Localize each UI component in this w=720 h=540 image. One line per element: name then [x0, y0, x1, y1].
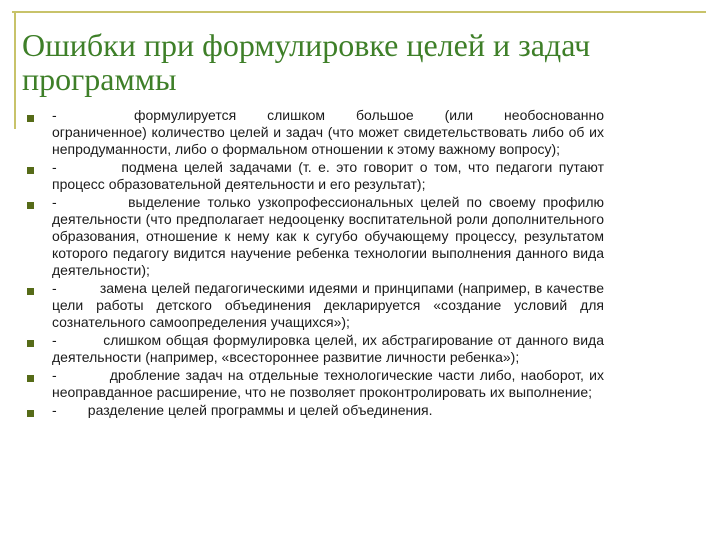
list-item-text: - выделение только узкопрофессиональных целей по своему профилю деятельности (что предполагает недооценку воспитательной роли дополнительного образования, отношение к нему как к сугубо обучающему процессу, результатом которого педагогу видится научение ребенка технологии выполнения данного вида деятельности); — [52, 194, 608, 278]
error-list — [24, 107, 608, 420]
list-item-text: - разделение целей программы и целей объединения. — [52, 402, 433, 418]
square-bullet-icon — [27, 375, 34, 382]
slide-title-line-2: программы — [22, 61, 177, 97]
square-bullet-icon — [27, 410, 34, 417]
frame-top-line — [12, 11, 706, 13]
list-item-text: - подмена целей задачами (т. е. это говорит о том, что педагоги путают процесс образовательной деятельности и его результат); — [52, 159, 608, 192]
list-item-text: - замена целей педагогическими идеями и принципами (например, в качестве цели работы детского объединения декларируется «создание условий для сознательного самоопределения учащихся»); — [52, 280, 608, 330]
square-bullet-icon — [27, 202, 34, 209]
square-bullet-icon — [27, 167, 34, 174]
list-item-text: - дробление задач на отдельные технологические части либо, наоборот, их неоправданное расширение, что не позволяет проконтролировать их выполнение; — [52, 367, 608, 400]
frame-left-line — [14, 11, 16, 129]
list-item — [24, 332, 608, 366]
list-item-text: - слишком общая формулировка целей, их абстрагирование от данного вида деятельности (например, «всестороннее развитие личности ребенка»); — [52, 332, 608, 365]
list-item — [24, 159, 608, 193]
list-item — [24, 402, 604, 419]
square-bullet-icon — [27, 288, 34, 295]
list-item — [24, 194, 608, 279]
list-item — [24, 280, 608, 331]
list-item — [24, 367, 608, 401]
square-bullet-icon — [27, 340, 34, 347]
slide-title-line-1: Ошибки при формулировке целей и задач — [22, 27, 591, 63]
slide-title — [22, 28, 682, 96]
list-item-text: - формулируется слишком большое (или необоснованно ограниченное) количество целей и задач (что может свидетельствовать либо об их непродуманности, либо о формальном отношении к этому важному вопросу); — [52, 107, 608, 157]
list-item — [24, 107, 608, 158]
square-bullet-icon — [27, 115, 34, 122]
